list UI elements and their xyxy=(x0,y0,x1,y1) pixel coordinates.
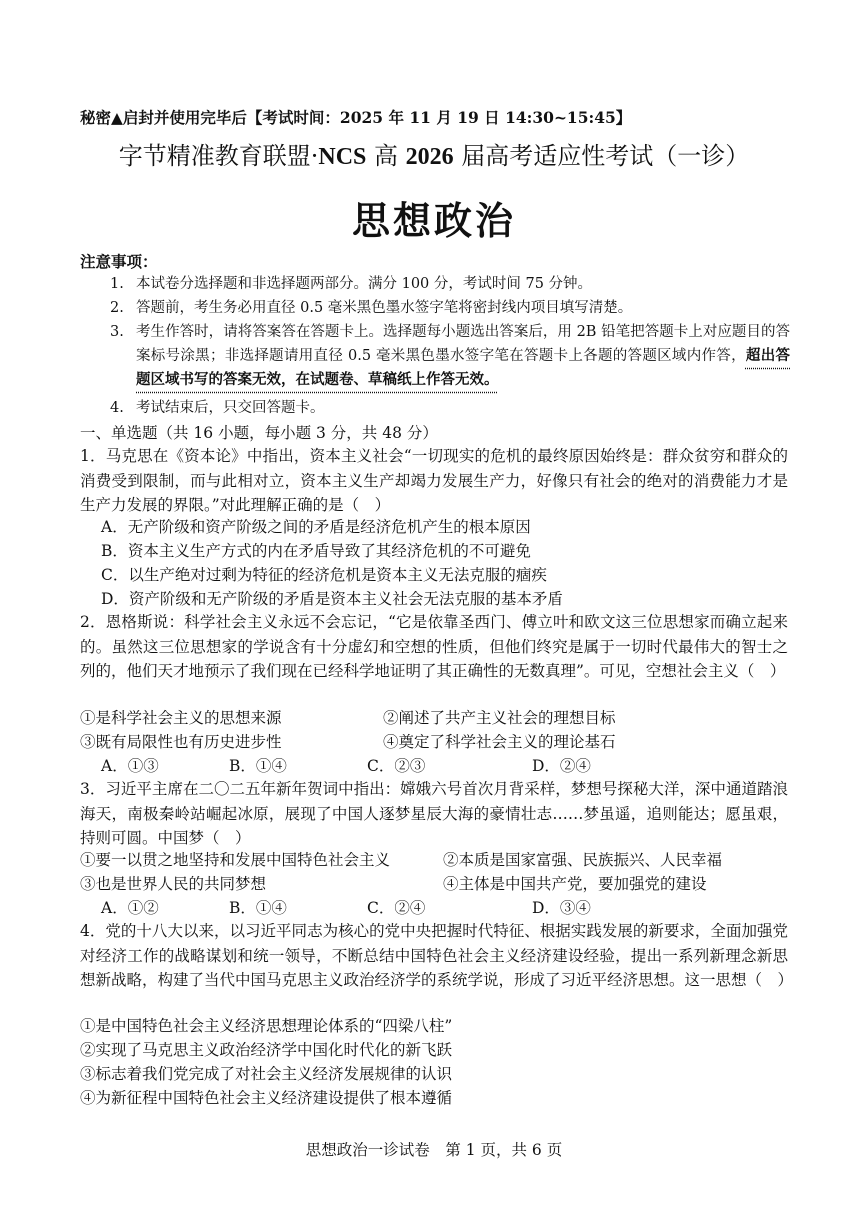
question-1-option-a: A．无产阶级和资产阶级之间的矛盾是经济危机产生的根本原因 xyxy=(101,518,531,536)
question-1-option-c: C．以生产绝对过剩为特征的经济危机是资本主义无法克服的痼疾 xyxy=(101,566,547,584)
choice-b: B．①④ xyxy=(229,899,287,917)
notice-text: 本试卷分选择题和非选择题两部分。满分 100 分，考试时间 75 分钟。 xyxy=(136,276,593,292)
question-stem: 3．习近平主席在二〇二五年新年贺词中指出：嫦娥六号首次月背采样，梦想号探秘大洋，深中通道踏浪海天，南极秦岭站崛起冰原，展现了中国人逐梦星辰大海的豪情壮志……梦虽遥，追则能达；愿虽艰，持则可圆。中国梦（ ） xyxy=(80,780,788,847)
question-stem: 2．恩格斯说：科学社会主义永远不会忘记，“它是依靠圣西门、傅立叶和欧文这三位思想家而确立起来的。虽然这三位思想家的学说含有十分虚幻和空想的性质，但他们终究是属于一切时代最伟大的智士之列的，他们天才地预示了我们现在已经科学地证明了其正确性的无数真理”。可见，空想社会主义（ ） xyxy=(80,613,788,680)
question-3 xyxy=(80,777,788,851)
question-2-statement-2: ②阐述了共产主义社会的理想目标 xyxy=(383,709,616,727)
choice-a: A．①③ xyxy=(101,757,159,775)
notice-item xyxy=(110,396,790,420)
notice-item xyxy=(110,272,790,296)
page-footer: 思想政治一诊试卷 第 1 页，共 6 页 xyxy=(305,1141,563,1159)
question-1-option-b: B．资本主义生产方式的内在矛盾导致了其经济危机的不可避免 xyxy=(101,542,531,560)
notice-number: 1. xyxy=(110,276,124,292)
choice-a: A．①② xyxy=(101,899,159,917)
question-3-statement-3: ③也是世界人民的共同梦想 xyxy=(80,875,267,893)
notice-heading: 注意事项： xyxy=(80,252,158,271)
question-2 xyxy=(80,610,788,684)
notice-item xyxy=(110,320,790,392)
notice-text: 考试结束后，只交回答题卡。 xyxy=(136,400,325,416)
choice-d: D．③④ xyxy=(532,899,591,917)
choice-d: D．②④ xyxy=(532,757,591,775)
exam-title xyxy=(0,136,868,171)
question-4 xyxy=(80,919,794,993)
exam-title-part: 2026 xyxy=(405,144,454,170)
notice-number: 3. xyxy=(110,324,124,340)
question-2-choices xyxy=(0,754,868,778)
notice-text-emphasis: 超出答题区域书写的答案无效，在试题卷、草稿纸上作答无效。 xyxy=(136,348,790,388)
question-3-statement-2: ②本质是国家富强、民族振兴、人民幸福 xyxy=(443,851,723,869)
question-stem: 1．马克思在《资本论》中指出，资本主义社会“一切现实的危机的最终原因始终是：群众贫穷和群众的消费受到限制，而与此相对立，资本主义生产却竭力发展生产力，好像只有社会的绝对的消费能力才是生产力发展的界限。”对此理解正确的是（ ） xyxy=(80,447,788,514)
question-3-statement-4: ④主体是中国共产党，要加强党的建设 xyxy=(443,875,707,893)
confidential-notice: 秘密▲启封并使用完毕后【考试时间：2025 年 11 月 19 日 14:30~15:45】 xyxy=(80,108,632,127)
choice-c: C．②③ xyxy=(367,757,426,775)
question-stem: 4．党的十八大以来，以习近平同志为核心的党中央把握时代特征、根据实践发展的新要求，全面加强党对经济工作的战略谋划和统一领导，不断总结中国特色社会主义经济建设经验，提出一系列新理念新思想新战略，构建了当代中国马克思主义政治经济学的系统学说，形成了习近平经济思想。这一思想（ ） xyxy=(80,922,794,989)
notice-text-plain: 考生作答时，请将答案答在答题卡上。选择题每小题选出答案后，用 2B 铅笔把答题卡上对应题目的答案标号涂黑；非选择题请用直径 0.5 毫米黑色墨水签字笔在答题卡上各题的答题区域内作答， xyxy=(136,324,790,364)
exam-title-part: 字节精准教育联盟· xyxy=(118,142,319,170)
subject-title: 思想政治 xyxy=(351,199,516,243)
question-1 xyxy=(80,444,788,518)
question-4-statement-2: ②实现了马克思主义政治经济学中国化时代化的新飞跃 xyxy=(80,1041,453,1059)
notice-text xyxy=(136,320,790,392)
notice-item xyxy=(110,296,790,320)
notice-number: 4. xyxy=(110,400,124,416)
question-3-choices xyxy=(0,896,868,920)
notice-text: 答题前，考生务必用直径 0.5 毫米黑色墨水签字笔将密封线内项目填写清楚。 xyxy=(136,300,633,316)
question-2-statement-4: ④奠定了科学社会主义的理论基石 xyxy=(383,733,616,751)
section-heading: 一、单选题（共 16 小题，每小题 3 分，共 48 分） xyxy=(80,424,438,442)
exam-title-part: NCS xyxy=(318,144,367,170)
question-4-statement-1: ①是中国特色社会主义经济思想理论体系的“四梁八柱” xyxy=(80,1017,453,1035)
choice-b: B．①④ xyxy=(229,757,287,775)
question-4-statement-4: ④为新征程中国特色社会主义经济建设提供了根本遵循 xyxy=(80,1089,453,1107)
exam-title-part: 届高考适应性考试（一诊） xyxy=(453,142,750,170)
choice-c: C．②④ xyxy=(367,899,426,917)
question-1-option-d: D．资产阶级和无产阶级的矛盾是资本主义社会无法克服的基本矛盾 xyxy=(101,590,563,608)
notice-number: 2. xyxy=(110,300,124,316)
exam-title-part: 高 xyxy=(366,142,406,170)
question-4-statement-3: ③标志着我们党完成了对社会主义经济发展规律的认识 xyxy=(80,1065,453,1083)
question-2-statement-3: ③既有局限性也有历史进步性 xyxy=(80,733,282,751)
question-2-statement-1: ①是科学社会主义的思想来源 xyxy=(80,709,282,727)
question-3-statement-1: ①要一以贯之地坚持和发展中国特色社会主义 xyxy=(80,851,391,869)
